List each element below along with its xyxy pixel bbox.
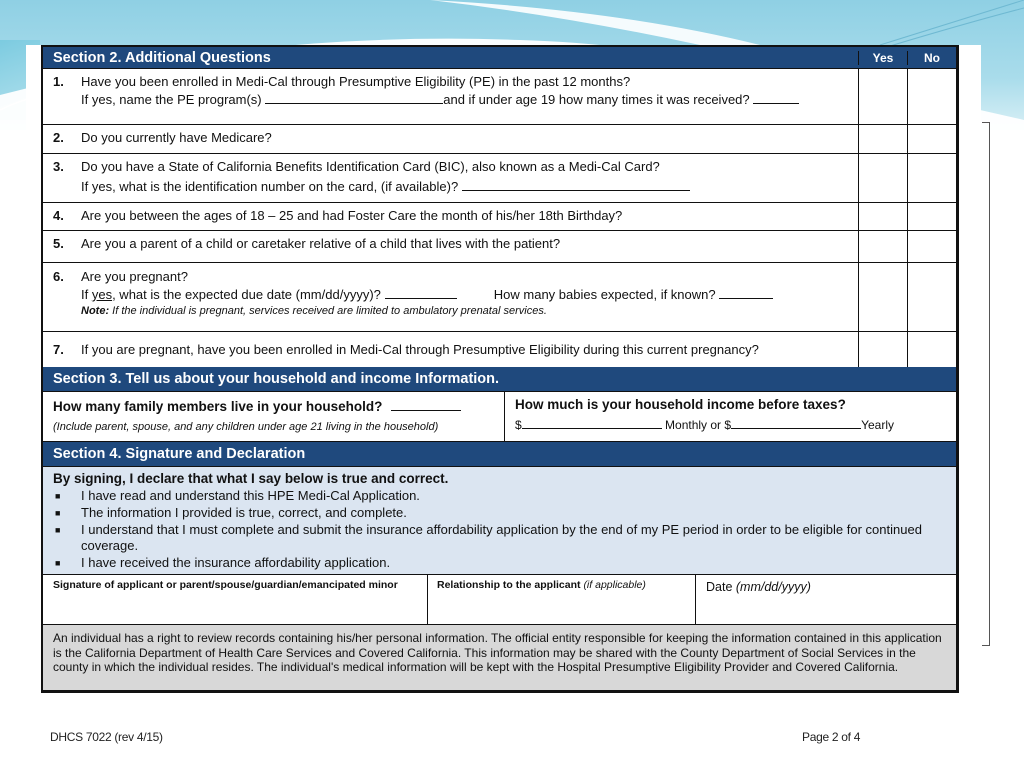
yearly-label: Yearly	[861, 418, 895, 432]
section2-title: Section 2. Additional Questions	[53, 49, 271, 66]
hpe-form-page	[41, 45, 959, 693]
question-number: 6.	[53, 269, 64, 284]
section4-header	[43, 441, 956, 466]
decorative-bracket	[982, 122, 990, 646]
no-checkbox-4[interactable]	[907, 203, 956, 230]
no-checkbox-7[interactable]	[907, 332, 956, 367]
household-income-cell	[505, 392, 956, 441]
question-subtext-yes: yes	[91, 286, 113, 302]
privacy-notice: An individual has a right to review records containing his/her personal information. The official entity responsible for keeping the information contained in this application is the California Department of Health Care Services and Covered California. This information may be shared with the County Department of Social Services in the county in which the individual resides. The individual's medical information will be kept with the Hospital Presumptive Eligibility Provider and Covered California.	[43, 624, 956, 690]
question-subtext: If yes, name the PE program(s)	[81, 91, 262, 107]
yes-checkbox-4[interactable]	[858, 203, 907, 230]
section3-title: Section 3. Tell us about your household and income Information.	[53, 371, 500, 387]
date-label: Date	[706, 580, 733, 594]
declaration-item: ■ I understand that I must complete and submit the insurance affordability application by the end of my PE period in order to be eligible for continued coverage.	[55, 522, 922, 554]
yes-checkbox-3[interactable]	[858, 154, 907, 202]
yes-checkbox-5[interactable]	[858, 231, 907, 262]
question-text: Do you have a State of California Benefits Identification Card (BIC), also known as a Medi-Cal Card?	[81, 159, 660, 174]
declaration-item: ■ I have received the insurance affordability application.	[55, 554, 391, 570]
yearly-income-field[interactable]	[731, 417, 861, 429]
babies-expected-label: How many babies expected, if known?	[493, 286, 716, 302]
question-row-3	[43, 153, 956, 202]
question-row-1	[43, 68, 956, 124]
question-number: 3.	[53, 159, 64, 174]
yes-column-header: Yes	[858, 51, 907, 65]
question-text: Do you currently have Medicare?	[81, 130, 272, 145]
page-number: Page 2 of 4	[802, 730, 861, 744]
dollar-sign: $	[515, 418, 522, 432]
pe-program-field[interactable]	[265, 92, 443, 104]
question-row-2	[43, 124, 956, 153]
question-text: Are you pregnant?	[81, 269, 188, 284]
declaration-item: ■ The information I provided is true, correct, and complete.	[55, 505, 407, 520]
bic-number-field[interactable]	[462, 179, 690, 191]
question-subtext: and if under age 19 how many times it was received?	[443, 91, 750, 107]
question-text: Have you been enrolled in Medi-Cal through Presumptive Eligibility (PE) in the past 12 months?	[81, 74, 631, 89]
yes-checkbox-6[interactable]	[858, 263, 907, 331]
relationship-hint: (if applicable)	[583, 579, 646, 591]
question-row-4	[43, 202, 956, 230]
question-row-6	[43, 262, 956, 331]
babies-expected-field[interactable]	[719, 287, 773, 299]
question-row-7	[43, 331, 956, 367]
relationship-label: Relationship to the applicant	[437, 579, 581, 591]
question-number: 7.	[53, 342, 64, 357]
no-checkbox-3[interactable]	[907, 154, 956, 202]
bullet-icon: ■	[55, 557, 61, 568]
question-subtext: , what is the expected due date (mm/dd/yyyy)?	[112, 286, 381, 302]
bullet-icon: ■	[55, 525, 61, 535]
question-number: 2.	[53, 130, 64, 145]
question-number: 4.	[53, 208, 64, 223]
yes-checkbox-1[interactable]	[858, 69, 907, 124]
declaration-statement: By signing, I declare that what I say below is true and correct.	[53, 471, 449, 486]
household-income-question: How much is your household income before taxes?	[515, 397, 846, 412]
no-checkbox-2[interactable]	[907, 125, 956, 153]
note-label: Note:	[81, 305, 110, 318]
household-size-field[interactable]	[391, 399, 461, 411]
household-income-row	[43, 391, 956, 441]
declaration-list	[53, 488, 956, 572]
monthly-label: Monthly or	[665, 418, 722, 432]
declaration-item: ■ I have read and understand this HPE Medi-Cal Application.	[55, 488, 420, 503]
date-hint: (mm/dd/yyyy)	[735, 580, 811, 594]
yes-checkbox-7[interactable]	[858, 332, 907, 367]
no-checkbox-6[interactable]	[907, 263, 956, 331]
bullet-icon: ■	[55, 508, 61, 518]
due-date-field[interactable]	[385, 287, 457, 299]
relationship-field[interactable]	[428, 575, 696, 624]
signature-label: Signature of applicant or parent/spouse/guardian/emancipated minor	[53, 579, 398, 591]
no-column-header: No	[907, 51, 956, 65]
no-checkbox-1[interactable]	[907, 69, 956, 124]
signature-field[interactable]	[43, 575, 428, 624]
question-number: 5.	[53, 236, 64, 251]
dollar-sign: $	[724, 418, 732, 432]
note-text: If the individual is pregnant, services received are limited to ambulatory prenatal services.	[109, 305, 547, 318]
question-text: Are you between the ages of 18 – 25 and had Foster Care the month of his/her 18th Birthday?	[81, 208, 623, 223]
date-field[interactable]	[696, 575, 956, 624]
form-id: DHCS 7022 (rev 4/15)	[50, 730, 163, 744]
household-size-cell	[43, 392, 505, 441]
times-received-field[interactable]	[753, 92, 799, 104]
no-checkbox-5[interactable]	[907, 231, 956, 262]
section4-title: Section 4. Signature and Declaration	[53, 446, 306, 462]
question-row-5	[43, 230, 956, 262]
monthly-income-field[interactable]	[522, 417, 662, 429]
yes-checkbox-2[interactable]	[858, 125, 907, 153]
bullet-icon: ■	[55, 491, 61, 501]
household-size-note: (Include parent, spouse, and any children under age 21 living in the household)	[53, 421, 439, 433]
question-subtext: If	[81, 286, 92, 302]
question-text: If you are pregnant, have you been enrolled in Medi-Cal through Presumptive Eligibility during this current pregnancy?	[81, 342, 759, 357]
question-text: Are you a parent of a child or caretaker relative of a child that lives with the patient?	[81, 236, 561, 251]
signature-row	[43, 574, 956, 624]
question-number: 1.	[53, 74, 64, 89]
section2-header	[43, 47, 956, 68]
section3-header	[43, 367, 956, 391]
household-size-question: How many family members live in your household?	[53, 399, 383, 414]
question-subtext: If yes, what is the identification number on the card, (if available)?	[81, 178, 459, 194]
declaration-block	[43, 466, 956, 574]
